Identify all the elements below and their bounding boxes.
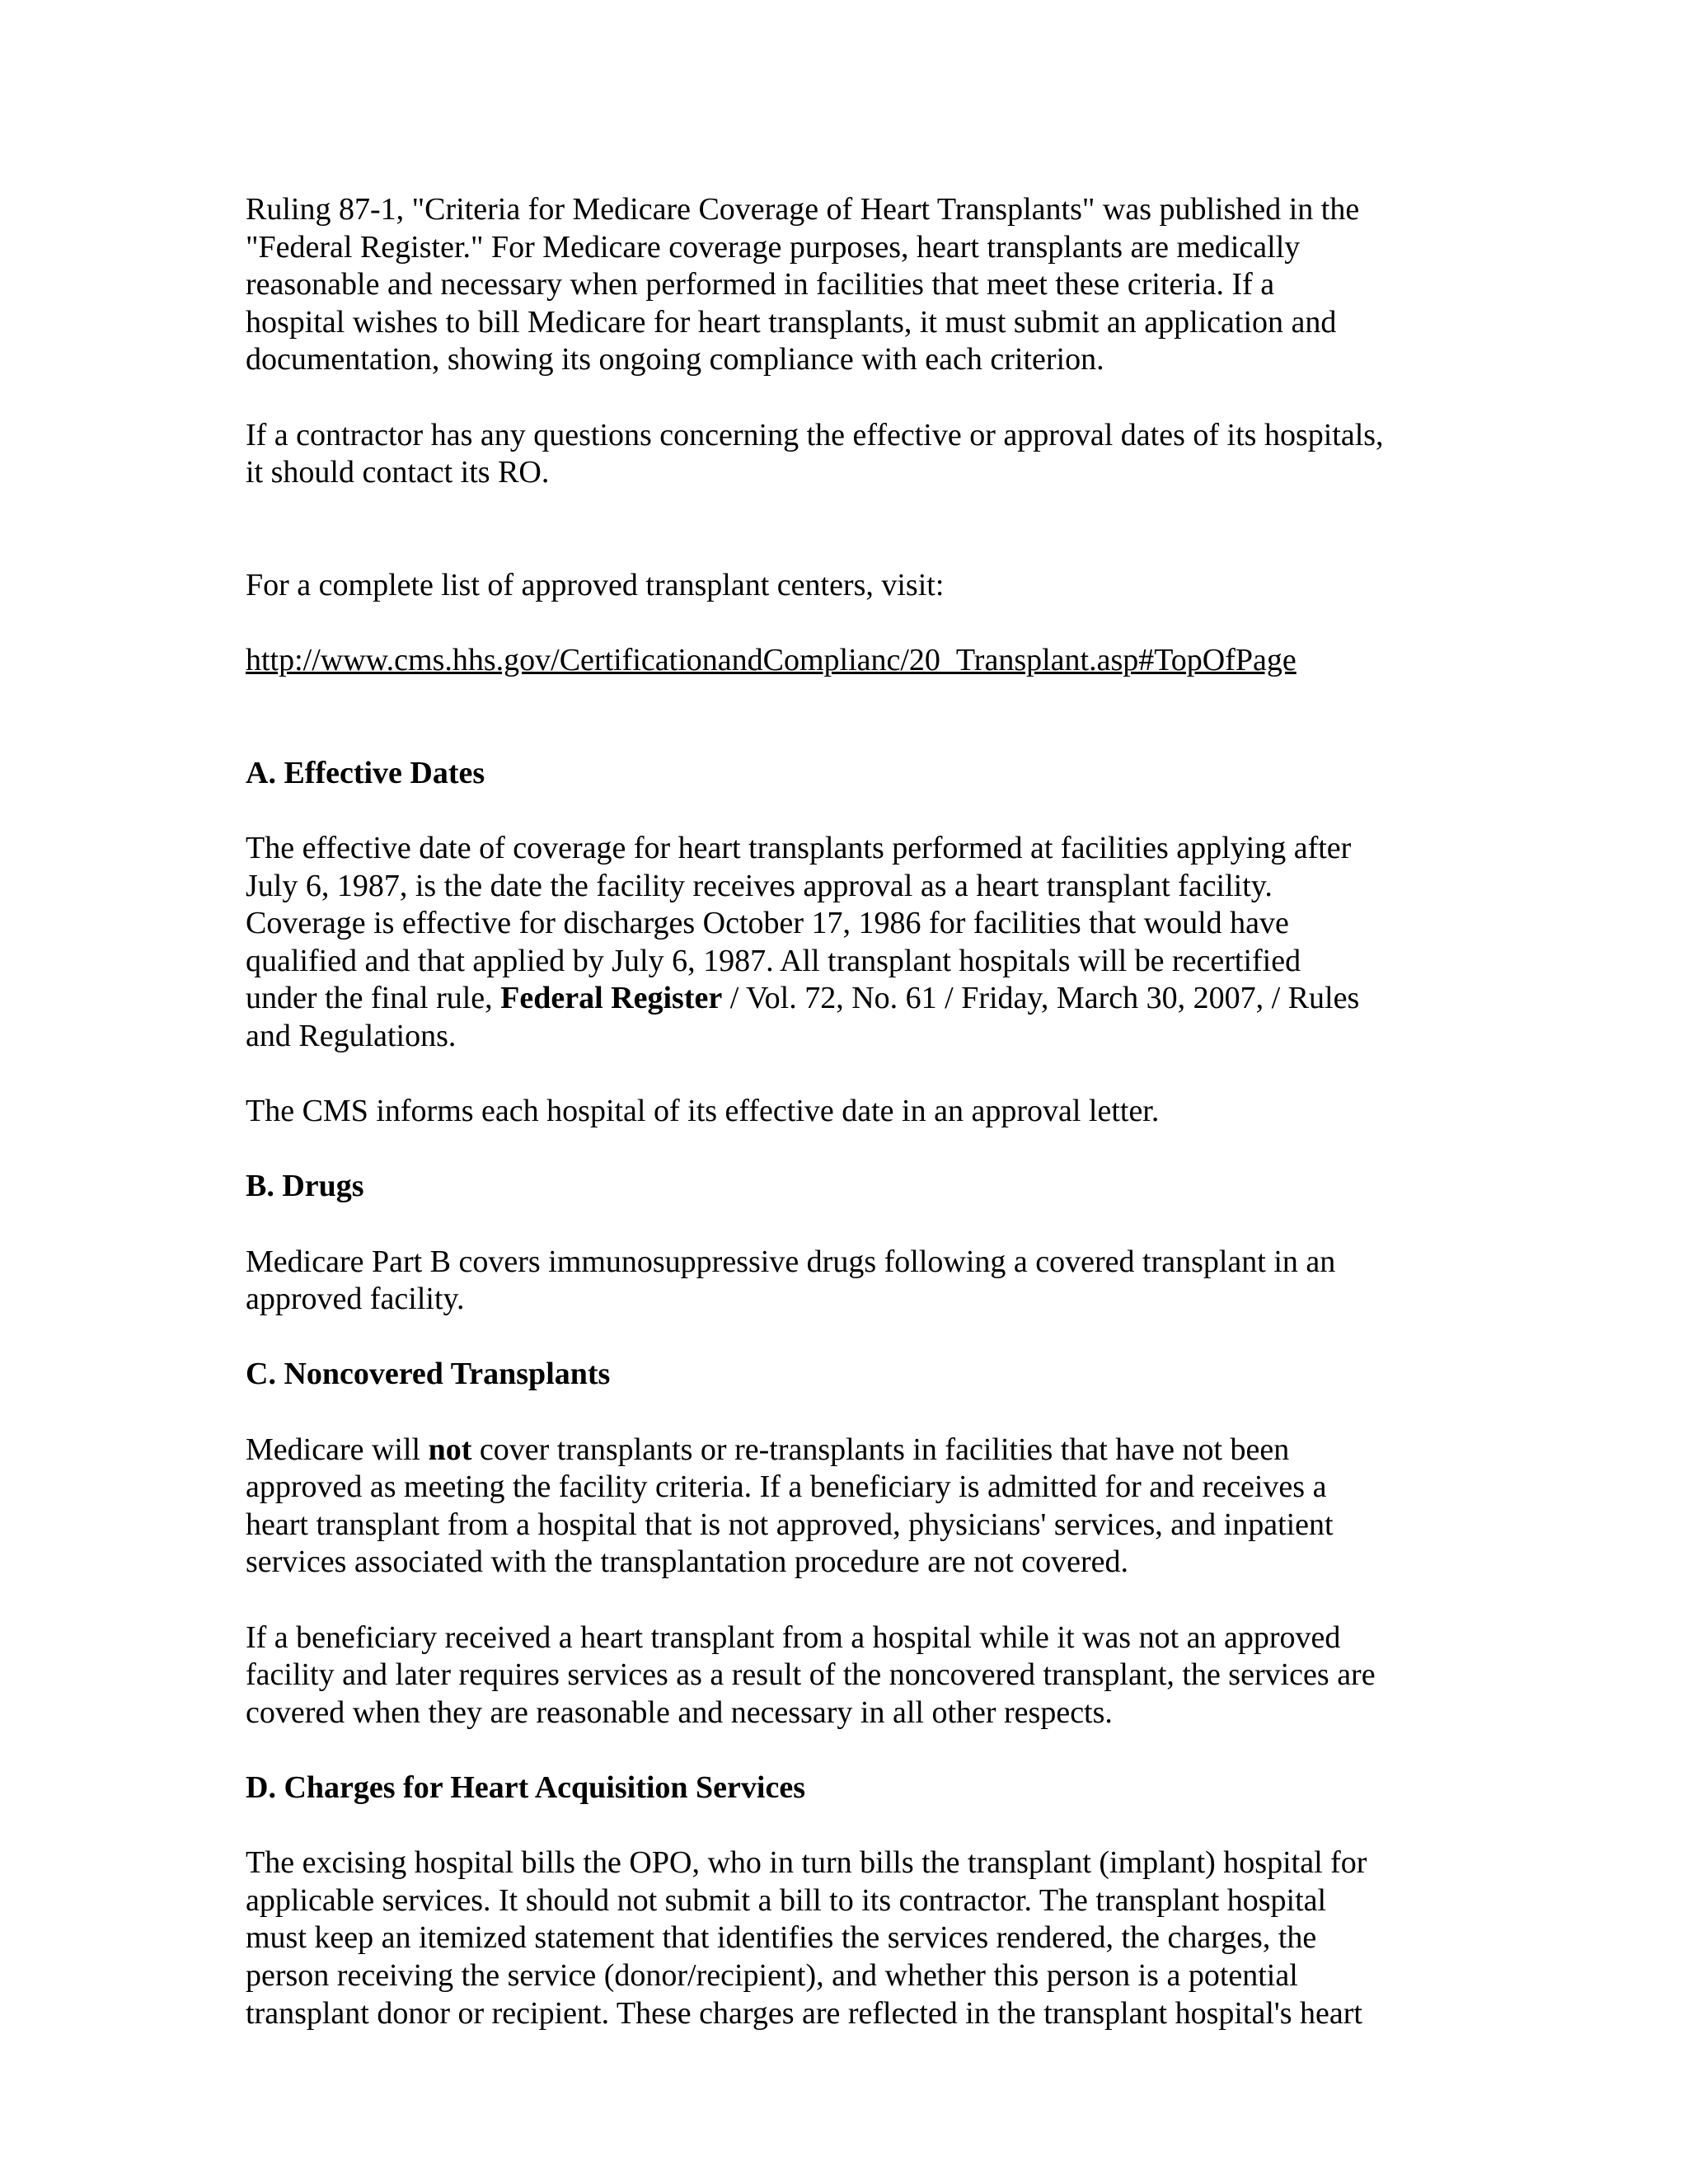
intro-paragraph-ruling: Ruling 87-1, "Criteria for Medicare Coverage of Heart Transplants" was published in the "Federal Register." For Medicare coverage purposes, heart transplants are medically reasonable and necessary when performed in facilities that meet these criteria. If a hospital wishes to bill Medicare for heart transplants, it must submit an application and documentation, showing its ongoing compliance with each criterion. — [246, 192, 1360, 377]
heading-effective-dates: A. Effective Dates — [246, 755, 485, 790]
document-page — [246, 191, 1457, 2070]
noncovered-text-before: Medicare will — [246, 1432, 429, 1467]
heading-noncovered-transplants: C. Noncovered Transplants — [246, 1357, 611, 1392]
heart-acquisition-paragraph: The excising hospital bills the OPO, who in turn bills the transplant (implant) hospital for applicable services. It should not submit a bill to its contractor. The transplant hospital must keep an itemized statement that identifies the services rendered, the charges, the person receiving the service (donor/recipient), and whether this person is a potential transplant donor or recipient. These charges are reflected in the transplant hospital's heart — [246, 1845, 1367, 2031]
effective-dates-text-after: / Vol. 72, No. 61 / Friday, March 30, 2007, / Rules and Regulations. — [246, 981, 1360, 1054]
effective-dates-text-before: The effective date of coverage for heart transplants performed at facilities applying after July 6, 1987, is the date the facility receives approval as a heart transplant facility. Coverage is effective for discharges October 17, 1986 for facilities that would have qualified and that applied by July 6, 1987. All transplant hospitals will be recertified under the final rule, — [246, 831, 1352, 1016]
later-services-paragraph: If a beneficiary received a heart transplant from a hospital while it was not an approved facility and later requires services as a result of the noncovered transplant, the services are covered when they are reasonable and necessary in all other respects. — [246, 1619, 1376, 1730]
noncovered-text-after: cover transplants or re-transplants in facilities that have not been approved as meeting the facility criteria. If a beneficiary is admitted for and receives a heart transplant from a hospital that is not approved, physicians' services, and inpatient services associated with the transplantation procedure are not covered. — [246, 1432, 1334, 1580]
intro-paragraph-transplant-list — [246, 529, 1457, 717]
noncovered-paragraph — [246, 1432, 1457, 1582]
heading-drugs: B. Drugs — [246, 1169, 364, 1204]
drugs-paragraph: Medicare Part B covers immunosuppressive drugs following a covered transplant in an approved facility. — [246, 1244, 1336, 1317]
effective-dates-paragraph — [246, 830, 1457, 1056]
not-bold: not — [428, 1432, 472, 1467]
transplant-list-text: For a complete list of approved transplant centers, visit: — [246, 567, 945, 602]
transplant-centers-link[interactable]: http://www.cms.hhs.gov/CertificationandComplianc/20_Transplant.asp#TopOfPage — [246, 643, 1296, 678]
federal-register-bold: Federal Register — [500, 981, 723, 1016]
heading-heart-acquisition-charges: D. Charges for Heart Acquisition Services — [246, 1769, 805, 1805]
intro-paragraph-contractor: If a contractor has any questions concerning the effective or approval dates of its hospitals, it should contact its RO. — [246, 417, 1384, 490]
approval-letter-paragraph: The CMS informs each hospital of its effective date in an approval letter. — [246, 1094, 1160, 1129]
